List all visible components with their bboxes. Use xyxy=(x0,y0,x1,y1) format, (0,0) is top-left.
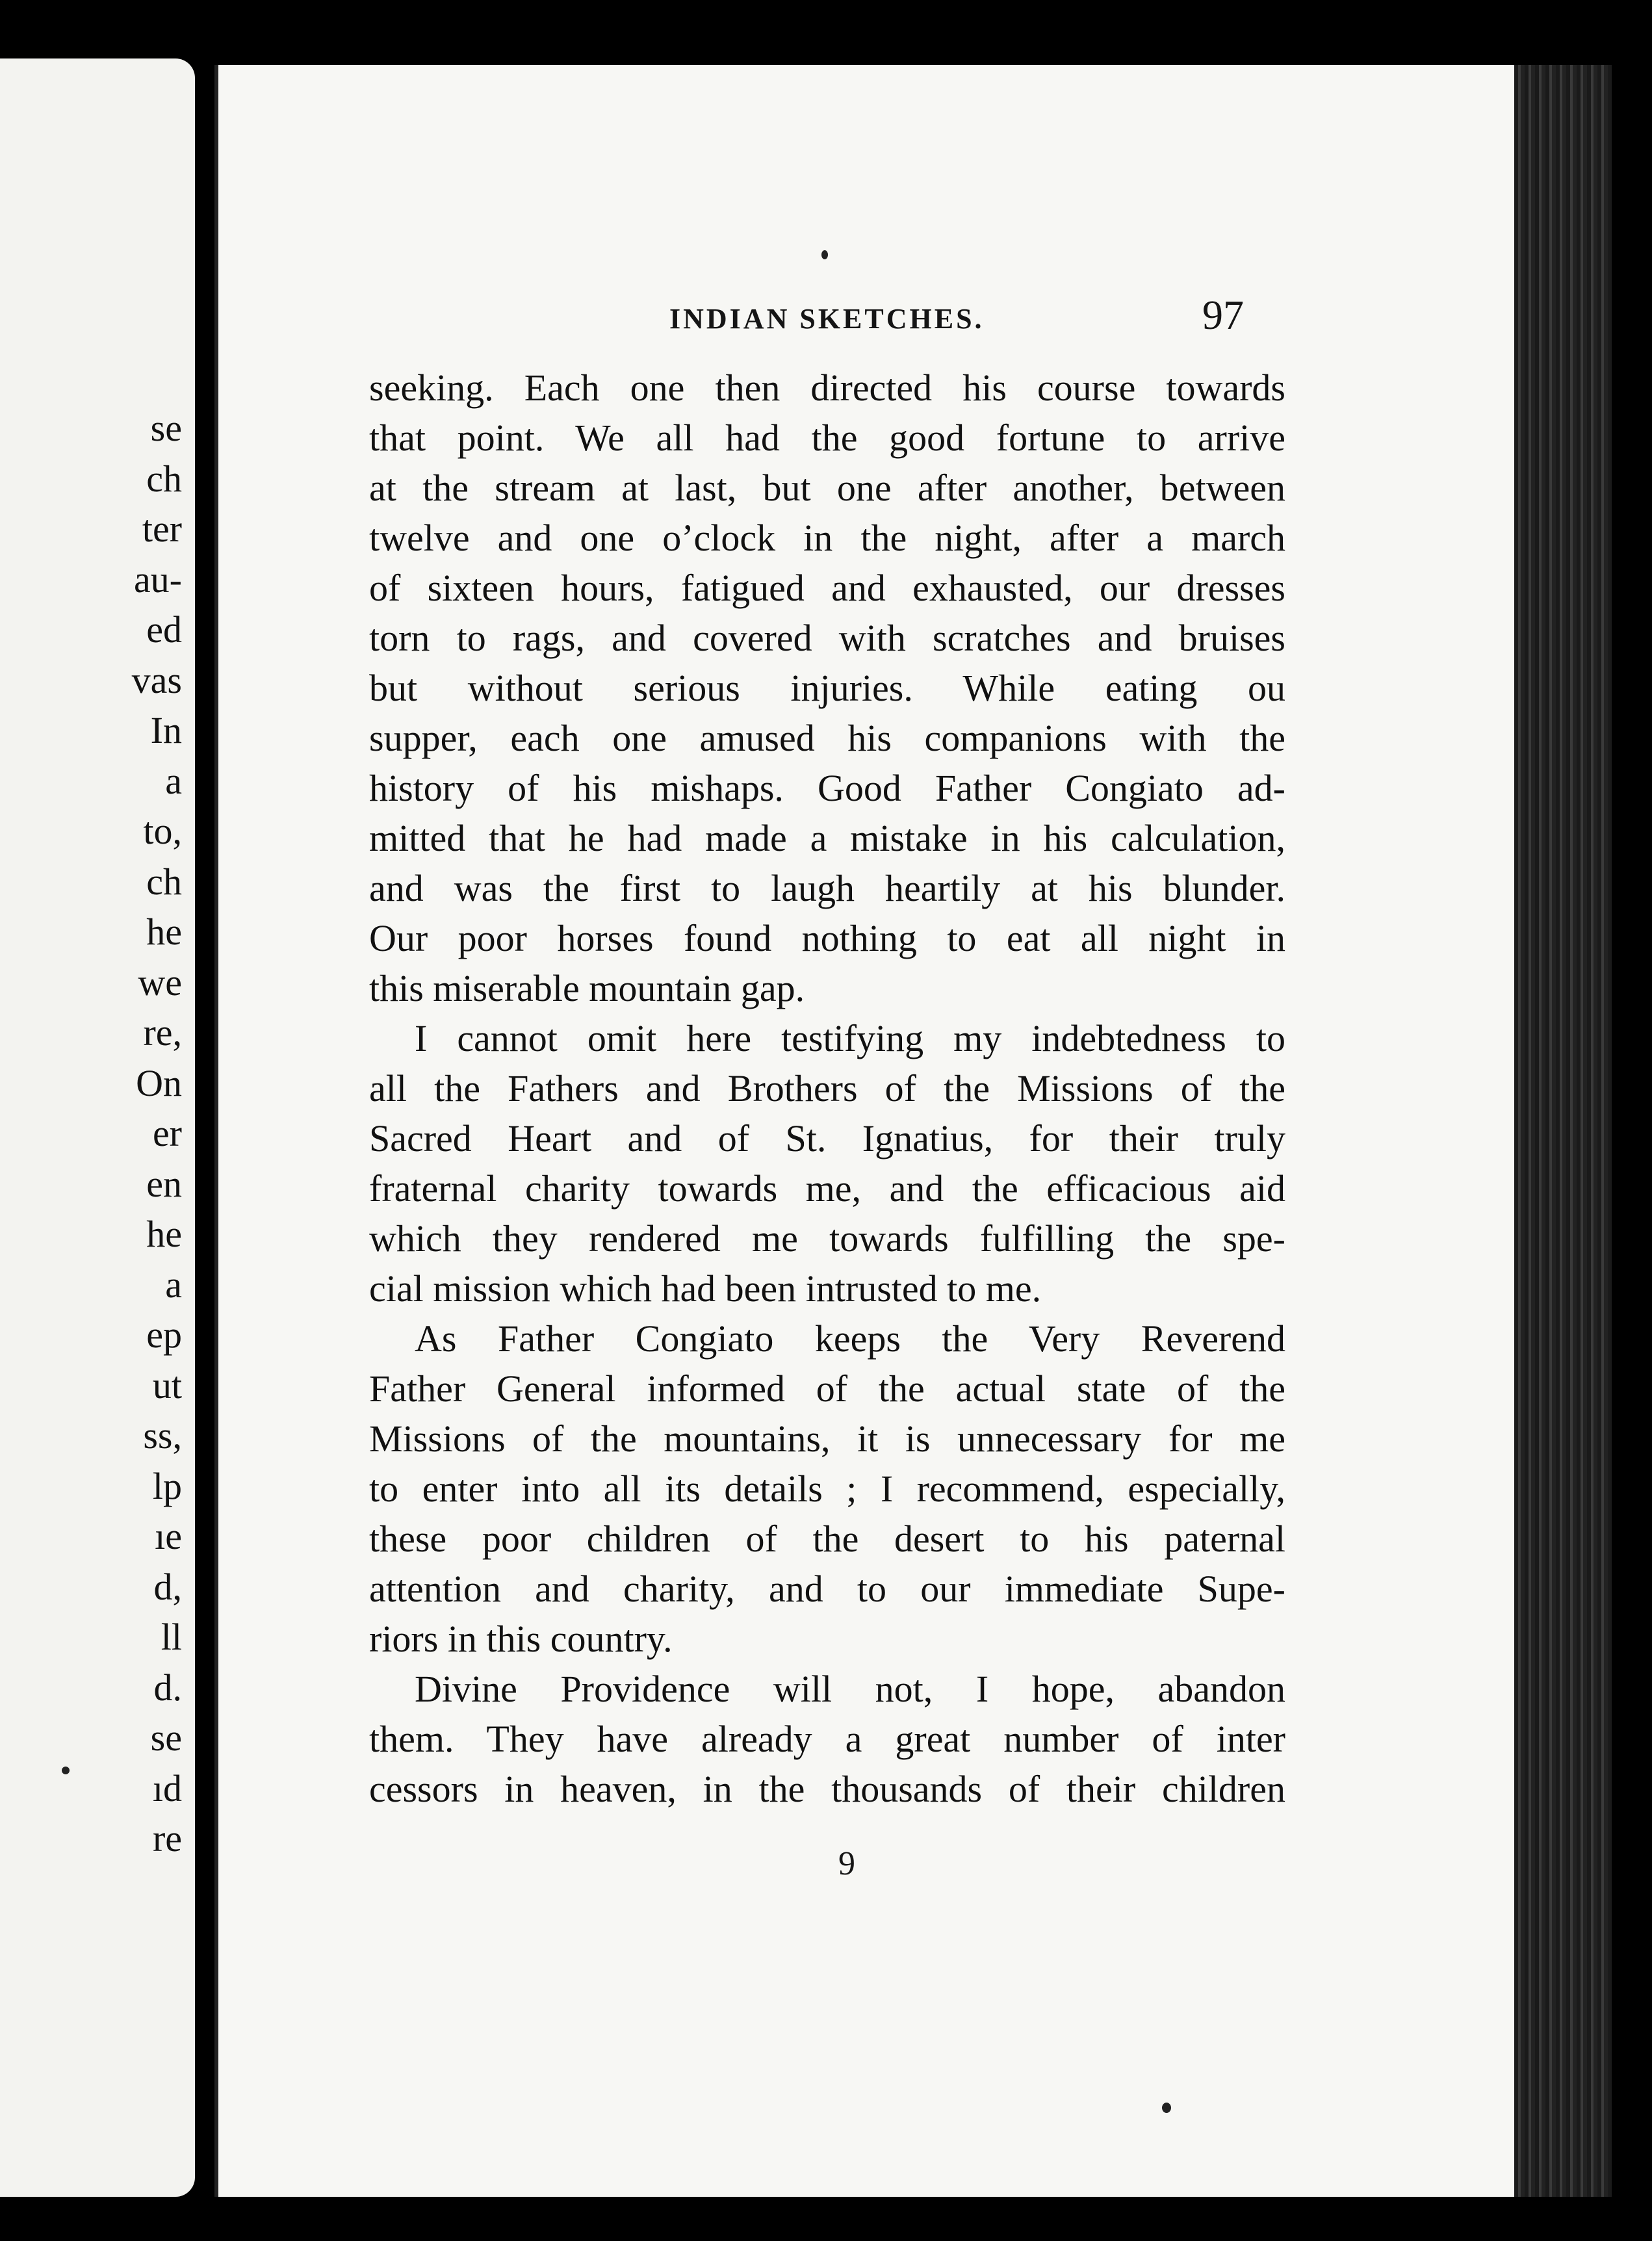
text-line: at the stream at last, but one after another, between xyxy=(369,467,1285,509)
text-line: Father General informed of the actual state of the xyxy=(369,1367,1285,1410)
text-line: them. They have already a great number of inter xyxy=(369,1718,1285,1760)
previous-page-fragment: On xyxy=(136,1061,182,1104)
previous-page-fragment: ep xyxy=(146,1314,182,1356)
text-line: attention and charity, and to our immediate Supe- xyxy=(369,1568,1285,1610)
text-line: fraternal charity towards me, and the efficacious aid xyxy=(369,1167,1285,1210)
previous-page-fragment: re xyxy=(152,1817,182,1859)
previous-page-fragment: ch xyxy=(146,457,182,500)
text-line: to enter into all its details ; I recommend, especially, xyxy=(369,1468,1285,1510)
ink-speck xyxy=(1162,2103,1171,2113)
text-line: Our poor horses found nothing to eat all night in xyxy=(369,917,1285,959)
previous-page-fragment: ıd xyxy=(152,1767,182,1809)
text-line: torn to rags, and covered with scratches and bruises xyxy=(369,617,1285,659)
text-line: but without serious injuries. While eating ou xyxy=(369,667,1285,709)
text-line: which they rendered me towards fulfilling the spe- xyxy=(369,1217,1285,1260)
previous-page-fragment: vas xyxy=(131,658,182,701)
previous-page-fragment: he xyxy=(146,911,182,953)
running-head: INDIAN SKETCHES. xyxy=(669,303,985,335)
previous-page-fragment: se xyxy=(150,1716,182,1759)
previous-page-fragment: en xyxy=(146,1162,182,1205)
text-line: of sixteen hours, fatigued and exhausted, our dresses xyxy=(369,567,1285,609)
text-line: history of his mishaps. Good Father Congiato ad- xyxy=(369,767,1285,809)
text-line: cessors in heaven, in the thousands of their children xyxy=(369,1768,1285,1810)
text-line: seeking. Each one then directed his course towards xyxy=(369,367,1285,409)
previous-page-fragment: we xyxy=(138,961,182,1004)
previous-page-fragment: lp xyxy=(152,1464,182,1507)
page-number: 97 xyxy=(1202,292,1244,338)
previous-page-fragment: ch xyxy=(146,860,182,903)
text-line: mitted that he had made a mistake in his calculation, xyxy=(369,817,1285,859)
previous-page-fragment: ed xyxy=(146,608,182,651)
previous-page-fragment: er xyxy=(152,1112,182,1154)
text-line: and was the first to laugh heartily at his blunder. xyxy=(369,867,1285,909)
text-line: cial mission which had been intrusted to me. xyxy=(369,1267,1042,1310)
previous-page-fragment: d. xyxy=(153,1666,182,1709)
previous-page-fragment: to, xyxy=(143,810,182,852)
text-line: all the Fathers and Brothers of the Missions of the xyxy=(369,1067,1285,1109)
previous-page-fragment: a xyxy=(165,759,182,802)
text-line: riors in this country. xyxy=(369,1618,673,1660)
text-line: I cannot omit here testifying my indebtedness to xyxy=(415,1017,1285,1059)
text-line: twelve and one o’clock in the night, after a march xyxy=(369,517,1285,559)
previous-page xyxy=(0,58,195,2197)
previous-page-fragment: In xyxy=(150,709,182,751)
signature-mark: 9 xyxy=(838,1845,855,1882)
text-line: these poor children of the desert to his paternal xyxy=(369,1518,1285,1560)
text-line: Divine Providence will not, I hope, abandon xyxy=(415,1668,1285,1710)
previous-page-fragment: ss, xyxy=(143,1414,182,1457)
previous-page-fragment: au- xyxy=(133,558,182,601)
text-line: that point. We all had the good fortune to arrive xyxy=(369,417,1285,459)
previous-page-fragment: ter xyxy=(142,508,182,550)
previous-page-fragment: ll xyxy=(161,1616,182,1658)
text-line: Sacred Heart and of St. Ignatius, for their truly xyxy=(369,1117,1285,1159)
previous-page-fragment: a xyxy=(165,1263,182,1306)
ink-speck xyxy=(62,1767,70,1774)
text-line: this miserable mountain gap. xyxy=(369,967,805,1009)
previous-page-fragment: ıe xyxy=(155,1515,182,1557)
previous-page-fragment: d, xyxy=(153,1565,182,1608)
previous-page-fragment: re, xyxy=(143,1011,182,1054)
text-line: As Father Congiato keeps the Very Reverend xyxy=(415,1317,1285,1360)
previous-page-fragment: ut xyxy=(152,1364,182,1406)
ink-speck xyxy=(821,250,828,259)
book-page-edge xyxy=(1514,65,1612,2197)
previous-page-fragment: se xyxy=(150,407,182,449)
text-line: supper, each one amused his companions with the xyxy=(369,717,1285,759)
previous-page-fragment: he xyxy=(146,1213,182,1255)
text-line: Missions of the mountains, it is unnecessary for me xyxy=(369,1418,1285,1460)
